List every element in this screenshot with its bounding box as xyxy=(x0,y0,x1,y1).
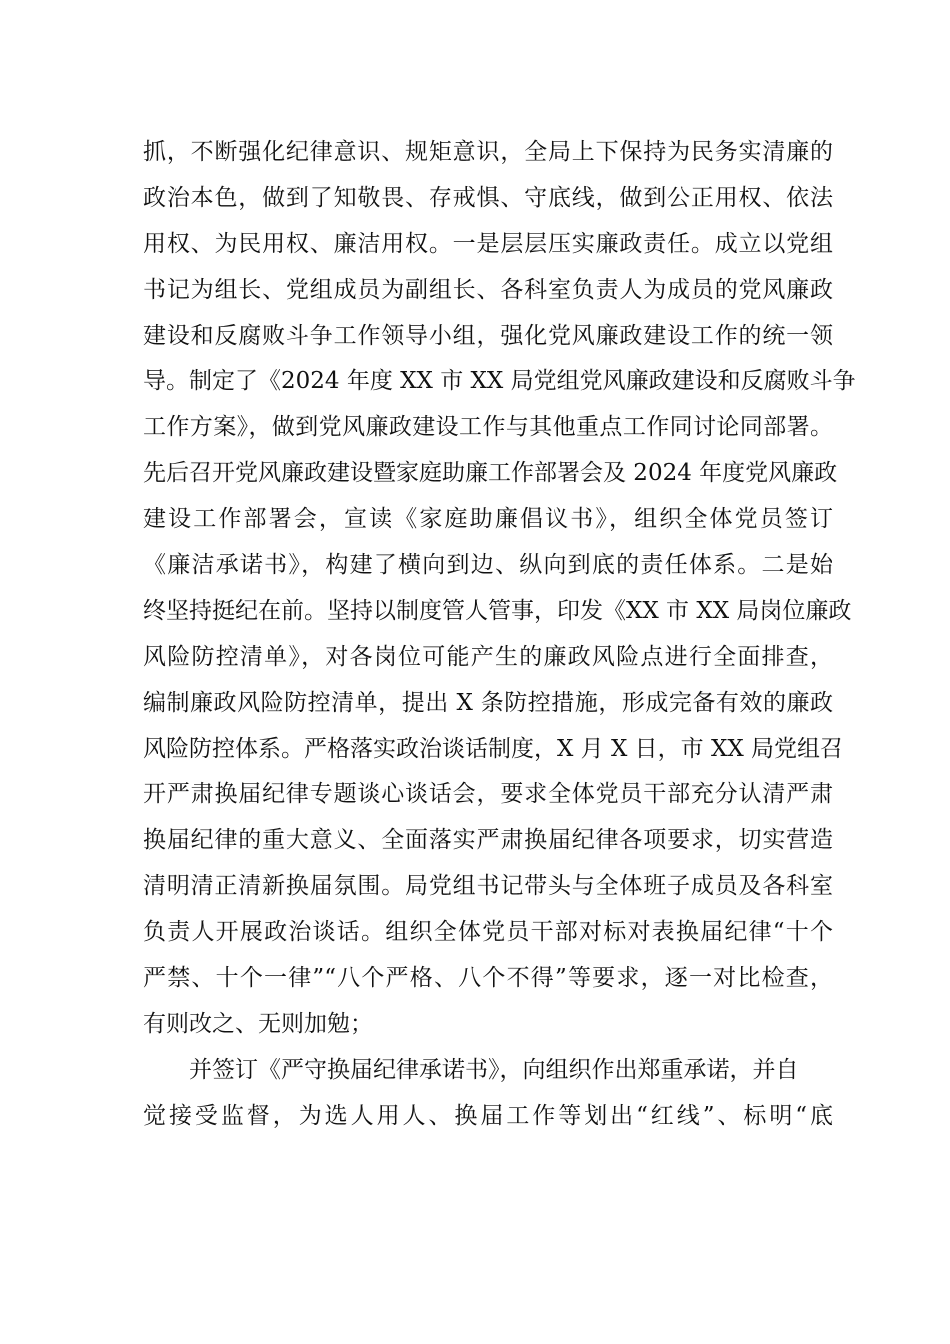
text-line: 建设工作部署会，宣读《家庭助廉倡议书》，组织全体党员签订 xyxy=(143,506,833,533)
text-line: 政治本色，做到了知敬畏、存戒惧、守底线，做到公正用权、依法 xyxy=(143,184,833,211)
text-line: 清明清正清新换届氛围。局党组书记带头与全体班子成员及各科室 xyxy=(143,873,833,900)
text-line: 用权、为民用权、廉洁用权。一是层层压实廉政责任。成立以党组 xyxy=(143,230,833,257)
text-line: 觉接受监督，为选人用人、换届工作等划出“红线”、标明“底 xyxy=(143,1102,833,1129)
text-line: 《廉洁承诺书》，构建了横向到边、纵向到底的责任体系。二是始 xyxy=(143,552,833,579)
text-line: 建设和反腐败斗争工作领导小组，强化党风廉政建设工作的统一领 xyxy=(143,322,833,349)
text-line: 先后召开党风廉政建设暨家庭助廉工作部署会及 2024 年度党风廉政 xyxy=(143,460,838,487)
text-line: 并签订《严守换届纪律承诺书》，向组织作出郑重承诺，并自 xyxy=(189,1056,799,1083)
text-line: 风险防控清单》，对各岗位可能产生的廉政风险点进行全面排查， xyxy=(143,643,833,670)
text-line: 负责人开展政治谈话。组织全体党员干部对标对表换届纪律“十个 xyxy=(143,919,833,946)
text-line: 编制廉政风险防控清单，提出 X 条防控措施，形成完备有效的廉政 xyxy=(143,689,833,716)
text-line: 严禁、十个一律”“八个严格、八个不得”等要求，逐一对比检查， xyxy=(143,965,833,992)
text-line: 有则改之、无则加勉； xyxy=(143,1010,373,1037)
body-text xyxy=(143,132,856,1142)
text-line: 抓，不断强化纪律意识、规矩意识，全局上下保持为民务实清廉的 xyxy=(143,139,833,165)
text-line: 风险防控体系。严格落实政治谈话制度，X 月 X 日，市 XX 局党组召 xyxy=(143,735,844,762)
text-line: 工作方案》，做到党风廉政建设工作与其他重点工作同讨论同部署。 xyxy=(143,414,833,441)
text-line: 导。制定了《2024 年度 XX 市 XX 局党组党风廉政建设和反腐败斗争 xyxy=(143,368,856,395)
text-line: 终坚持挺纪在前。坚持以制度管人管事，印发《XX 市 XX 局岗位廉政 xyxy=(143,597,852,624)
text-line: 换届纪律的重大意义、全面落实严肃换届纪律各项要求，切实营造 xyxy=(143,827,833,854)
text-line: 开严肃换届纪律专题谈心谈话会，要求全体党员干部充分认清严肃 xyxy=(143,781,833,808)
text-line: 书记为组长、党组成员为副组长、各科室负责人为成员的党风廉政 xyxy=(143,276,833,303)
